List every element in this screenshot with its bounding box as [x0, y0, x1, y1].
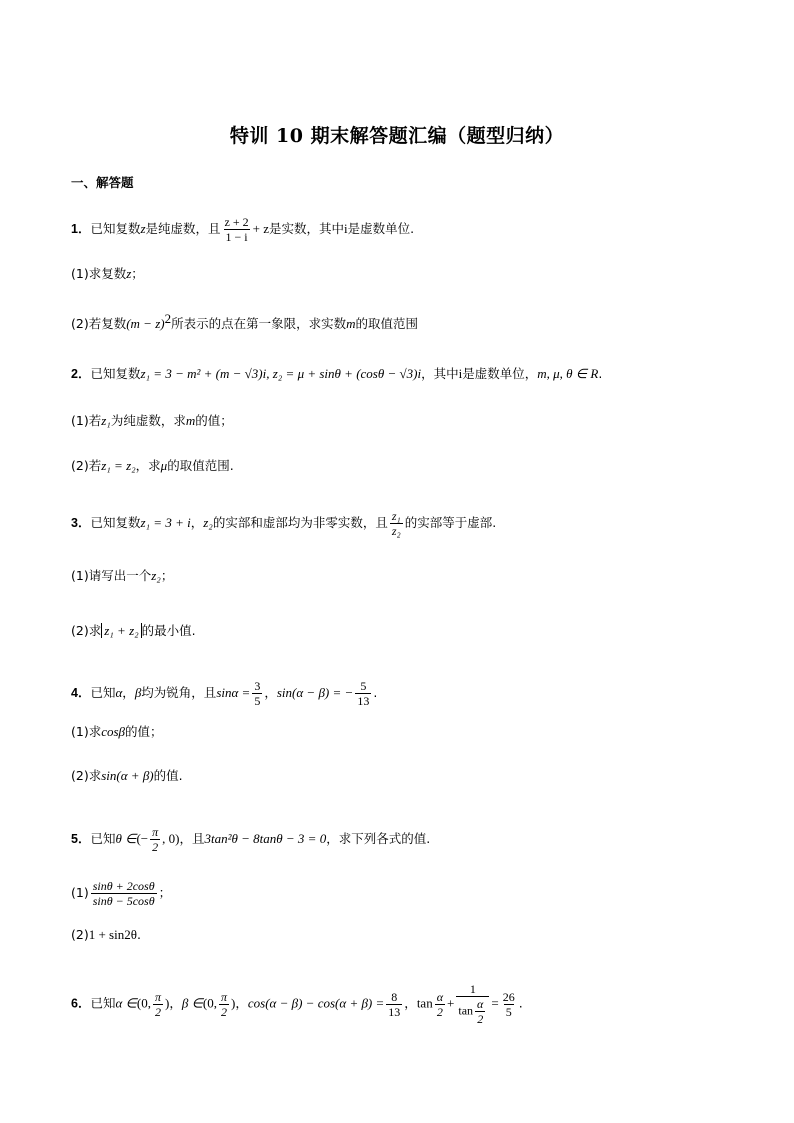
question-number: 4． — [71, 686, 91, 700]
question-4-part-1: (1)求cosβ的值； — [71, 724, 163, 739]
question-5-part-1: (1) $\frac{\sin\theta + 2\cos\theta}{\sin\theta - 5\cos\theta}$ ； — [71, 879, 172, 908]
fraction: $\frac{\pi}{2}$ — [221, 989, 228, 1019]
fraction: $\frac{\pi}{2}$ — [154, 989, 161, 1019]
fraction: $\frac{\alpha}{2}$ — [436, 989, 444, 1019]
question-number: 1． — [71, 222, 91, 236]
question-3: 3．已知复数z₁ = 3 + i，z₂的实部和虚部均为非零实数，且 $\frac{\text{z₁}}{\text{z₂}}$ 的实部等于虚部. — [71, 509, 497, 538]
question-1-part-1: (1)求复数z； — [71, 266, 144, 281]
question-1-part-2: (2)若复数$(m - z)^2$所表示的点在第一象限，求实数m的取值范围 — [71, 311, 419, 332]
fraction: $\frac{\sin\theta + 2\cos\theta}{\sin\theta - 5\cos\theta}$ — [92, 879, 155, 908]
page-title: 特训 10 期末解答题汇编（题型归纳） — [229, 125, 565, 147]
question-3-part-1: (1)请写出一个z₂； — [71, 568, 174, 583]
fraction: $\frac{5}{13}$ — [357, 679, 370, 708]
question-4-part-2: (2)求sin(α + β)的值. — [71, 768, 183, 783]
fraction: $\frac{\text{z₁}}{\text{z₂}}$ — [391, 509, 401, 538]
fraction: $\frac{8}{13}$ — [388, 989, 401, 1019]
question-6: 6．已知α ∈(0, $\frac{\pi}{2}$ )，β ∈(0, $\frac{\pi}{2}$ )，cos(α − β) − cos(α + β) = $\frac{8}{13}$ ，tan $\frac{\alpha}{2}$ + 1 tan $\frac{\alpha}{2}$ = $\frac{26}{5}$ . — [71, 982, 523, 1026]
question-number: 2． — [71, 367, 91, 381]
question-number: 5． — [71, 832, 91, 846]
question-2-part-1: (1)若z₁为纯虚数，求m的值； — [71, 413, 233, 428]
fraction: $\frac{3}{5}$ — [254, 679, 261, 708]
fraction: $\frac{z + 2}{1 - i}$ — [224, 215, 249, 244]
question-number: 6． — [71, 996, 91, 1011]
question-5: 5．已知θ ∈(− $\frac{\pi}{2}$ , 0)，且3tan²θ − 8tanθ − 3 = 0，求下列各式的值. — [71, 825, 431, 854]
question-4: 4．已知α，β均为锐角，且sinα = $\frac{3}{5}$ ，sin(α − β) = − $\frac{5}{13}$ . — [71, 679, 378, 708]
question-1: 1．已知复数z是纯虚数，且 $\frac{z + 2}{1 - i}$ + z是实数，其中i是虚数单位. — [71, 215, 415, 244]
fraction: $\frac{26}{5}$ — [502, 989, 515, 1019]
question-number: 3． — [71, 516, 91, 530]
question-5-part-2: (2)1 + sin2θ. — [71, 927, 141, 942]
question-2: 2．已知复数z₁ = 3 − m² + (m − √3)i, z₂ = μ + sinθ + (cosθ − √3)i，其中i是虚数单位，m, μ, θ ∈ R. — [71, 366, 603, 381]
fraction: $\frac{\pi}{2}$ — [152, 825, 159, 854]
math-expression: z₁ = 3 − m² + (m − √3)i, z₂ = μ + sinθ + (cosθ − √3)i — [140, 366, 422, 381]
question-2-part-2: (2)若z₁ = z₂，求μ的取值范围. — [71, 458, 234, 473]
section-heading: 一、解答题 — [71, 175, 134, 190]
question-3-part-2: (2)求 z₁ + z₂ 的最小值. — [71, 623, 196, 638]
fraction: 1 tan $\frac{\alpha}{2}$ — [456, 982, 489, 1026]
